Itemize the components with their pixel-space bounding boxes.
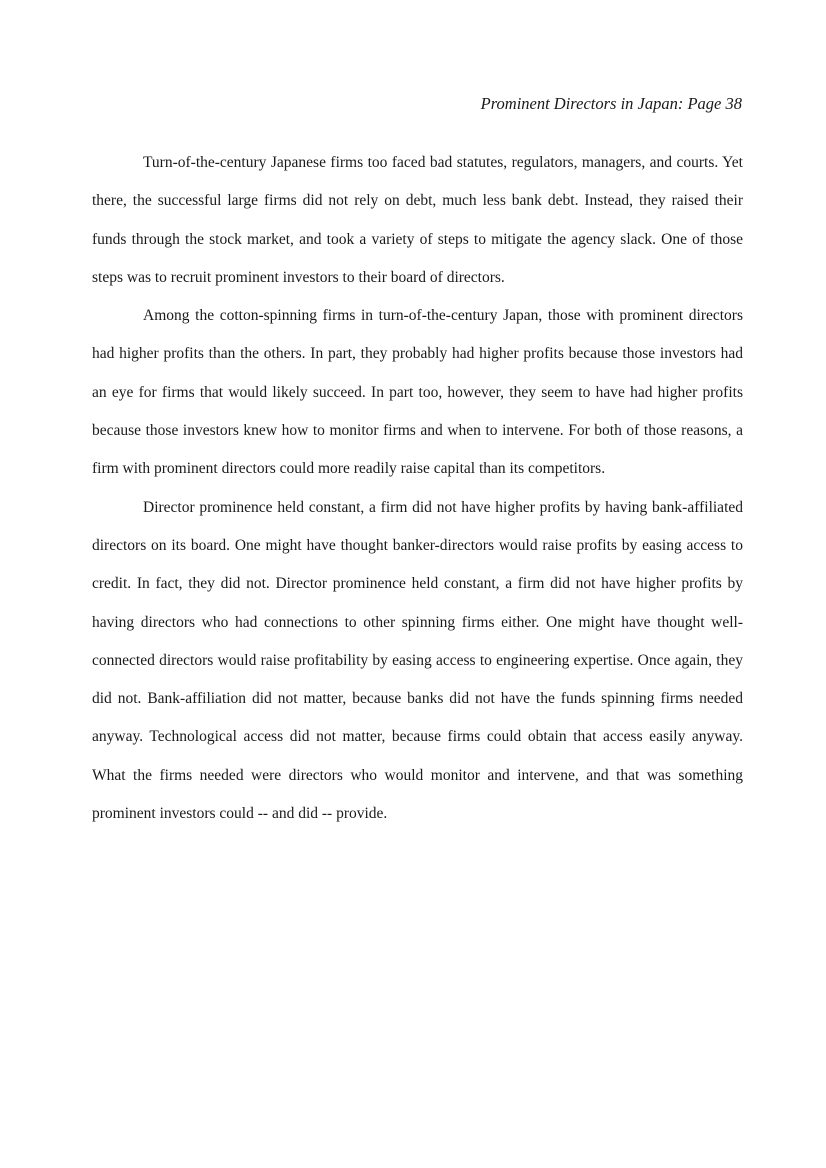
body-text	[92, 144, 743, 833]
paragraph-1: Turn-of-the-century Japanese firms too faced bad statutes, regulators, managers, and courts. Yet there, the successful large firms did not rely on debt, much less bank debt. Instead, they raised their funds through the stock market, and took a variety of steps to mitigate the agency slack. One of those steps was to recruit prominent investors to their board of directors.	[92, 154, 743, 286]
paragraph-3: Director prominence held constant, a firm did not have higher profits by having bank-affiliated directors on its board. One might have thought banker-directors would raise profits by easing access to credit. In fact, they did not. Director prominence held constant, a firm did not have higher profits by having directors who had connections to other spinning firms either. One might have thought well-connected directors would raise profitability by easing access to engineering expertise. Once again, they did not. Bank-affiliation did not matter, because banks did not have the funds spinning firms needed anyway. Technological access did not matter, because firms could obtain that access easily anyway. What the firms needed were directors who would monitor and intervene, and that was something prominent investors could -- and did -- provide.	[92, 498, 743, 823]
paragraph-2: Among the cotton-spinning firms in turn-of-the-century Japan, those with prominent directors had higher profits than the others. In part, they probably had higher profits because those investors had an eye for firms that would likely succeed. In part too, however, they seem to have had higher profits because those investors knew how to monitor firms and when to intervene. For both of those reasons, a firm with prominent directors could more readily raise capital than its competitors.	[92, 307, 743, 478]
running-header: Prominent Directors in Japan: Page 38	[480, 94, 742, 113]
